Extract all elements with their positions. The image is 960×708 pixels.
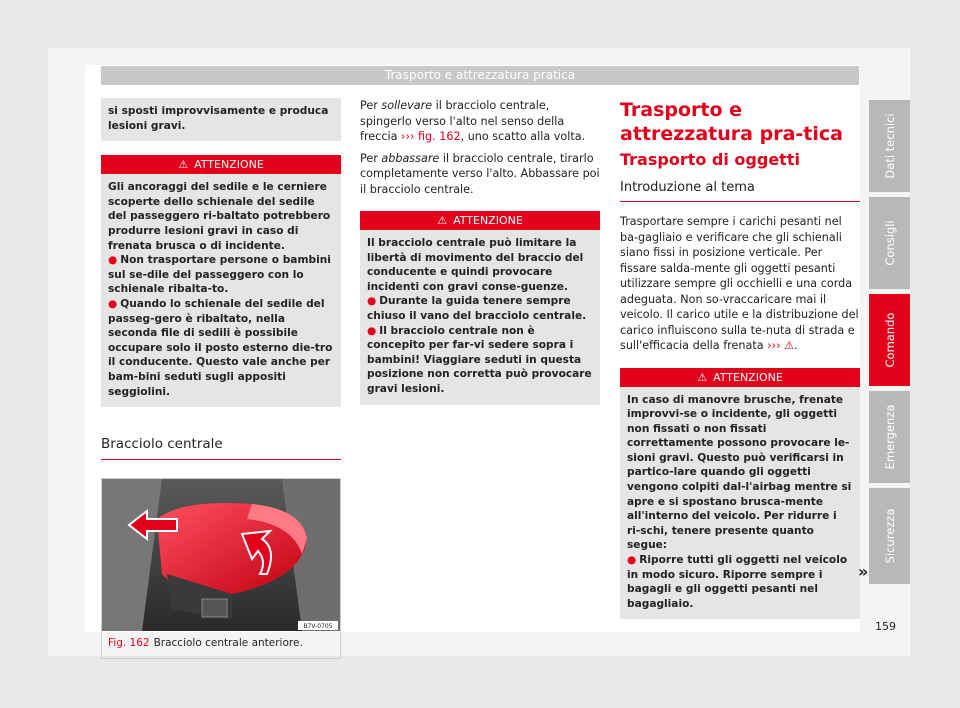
- warning-bullet-text: Quando lo schienale del sedile del passeg-gero è ribaltato, nella seconda file di sedili è possibile occupare solo il posto esterno die-tro il conducente. Questo vale anche per bam-bini seduti sugli appositi seggiolini.: [108, 297, 333, 398]
- bullet-icon: ●: [367, 295, 377, 308]
- warning-reference-link[interactable]: ››› ⚠: [767, 339, 795, 352]
- paragraph-lower: Per abbassare il bracciolo centrale, tirarlo completamente verso l'alto. Abbassare poi il bracciolo centrale.: [360, 151, 600, 196]
- warning-bullet: [108, 297, 334, 399]
- continued-warning-text: si sposti improvvisamente e produca lesioni gravi.: [101, 98, 341, 141]
- warning-bullet-text: Non trasportare persone o bambini sul se-dile del passeggero con lo schienale ribalta-to.: [108, 254, 331, 296]
- figure-reference-link[interactable]: ››› fig. 162: [401, 130, 461, 143]
- header-title: Trasporto e attrezzatura pratica: [101, 66, 859, 85]
- warning-bullet: [367, 294, 593, 323]
- armrest-illustration: [102, 479, 340, 631]
- section-title: Bracciolo centrale: [101, 437, 341, 460]
- tab-comando[interactable]: Comando: [869, 294, 910, 386]
- warning-icon: ⚠: [178, 158, 189, 172]
- chapter-title: Trasporto e attrezzatura pra-tica: [620, 99, 843, 145]
- bullet-icon: ●: [108, 254, 118, 267]
- tab-consigli[interactable]: Consigli: [869, 197, 910, 289]
- figure-caption: [102, 631, 340, 659]
- warning-bullet-text: Durante la guida tenere sempre chiuso il vano del bracciolo centrale.: [367, 295, 587, 322]
- warning-intro: In caso di manovre brusche, frenate improvvi-se o incidente, gli oggetti non fissati o non fissati correttamente possono provocare le-sioni gravi. Questo può verificarsi in partico-lare quando gli oggetti vengono colpiti dal-l'airbag mentre si apre e si spostano brusca-mente all'interno del veicolo. Per ridurre i ri-schi, tenere presente quanto segue:: [627, 393, 852, 552]
- warning-icon: ⚠: [697, 370, 708, 384]
- figure: [101, 478, 341, 660]
- tab-dati-tecnici[interactable]: Dati tecnici: [869, 100, 910, 192]
- continue-marker: »: [858, 562, 869, 581]
- warning-title-text: ATTENZIONE: [453, 214, 523, 227]
- warning-intro: Gli ancoraggi del sedile e le cerniere scoperte dello schienale del sedile del passeggero ri-baltato potrebbero produrre lesioni gravi in caso di frenata brusca o di incidente.: [108, 181, 331, 252]
- bullet-icon: ●: [627, 554, 637, 567]
- tab-emergenza[interactable]: Emergenza: [869, 391, 910, 483]
- warning-box: [101, 155, 341, 407]
- figure-caption-text: Bracciolo centrale anteriore.: [153, 636, 303, 649]
- page-number: 159: [875, 620, 896, 633]
- warning-bullet: [627, 553, 853, 611]
- column-3: [620, 98, 860, 619]
- figure-code: B7V-0705: [303, 622, 333, 630]
- warning-title-text: ATTENZIONE: [713, 370, 783, 384]
- warning-bullet: [108, 253, 334, 297]
- warning-title-text: ATTENZIONE: [194, 158, 264, 172]
- intro-paragraph: Trasportare sempre i carichi pesanti nel ba-gagliaio e verificare che gli schienali siano fissi in posizione verticale. Per fissare salda-mente gli oggetti pesanti utilizzare sempre gli occhielli e una corda adeguata. Non so-vraccaricare mai il veicolo. Il carico utile e la distribuzione del carico influiscono sulla te-nuta di strada e sull'efficacia della frenata ››› ⚠.: [620, 215, 859, 352]
- warning-bullet-text: Riporre tutti gli oggetti nel veicolo in modo sicuro. Riporre sempre i bagagli e gli oggetti pesanti nel bagagliaio.: [627, 554, 848, 610]
- paragraph-raise: Per sollevare il bracciolo centrale, spingerlo verso l'alto nel senso della freccia ››› fig. 162, uno scatto alla volta.: [360, 99, 586, 143]
- figure-label: Fig. 162: [108, 636, 150, 649]
- column-2: [360, 98, 600, 405]
- warning-title: [101, 155, 341, 174]
- bullet-icon: ●: [367, 324, 377, 337]
- tab-sicurezza[interactable]: Sicurezza: [869, 488, 910, 584]
- section-title: Introduzione al tema: [620, 180, 860, 203]
- warning-title: [620, 368, 860, 387]
- warning-box: [360, 211, 600, 405]
- warning-bullet-text: Il bracciolo centrale non è concepito per far-vi sedere sopra i bambini! Viaggiare seduti in questa posizione non corretta può provocare gravi lesioni.: [367, 324, 592, 395]
- column-1: [101, 98, 341, 659]
- warning-title: [360, 211, 600, 230]
- warning-icon: ⚠: [437, 214, 448, 227]
- bullet-icon: ●: [108, 297, 118, 310]
- subchapter-title: Trasporto di oggetti: [620, 150, 800, 169]
- warning-box: [620, 368, 860, 620]
- warning-intro: Il bracciolo centrale può limitare la libertà di movimento del braccio del conducente e quindi provocare incidenti con gravi conse-guenze.: [367, 237, 584, 293]
- warning-bullet: [367, 324, 593, 397]
- warning-icon: ⚠: [784, 339, 795, 352]
